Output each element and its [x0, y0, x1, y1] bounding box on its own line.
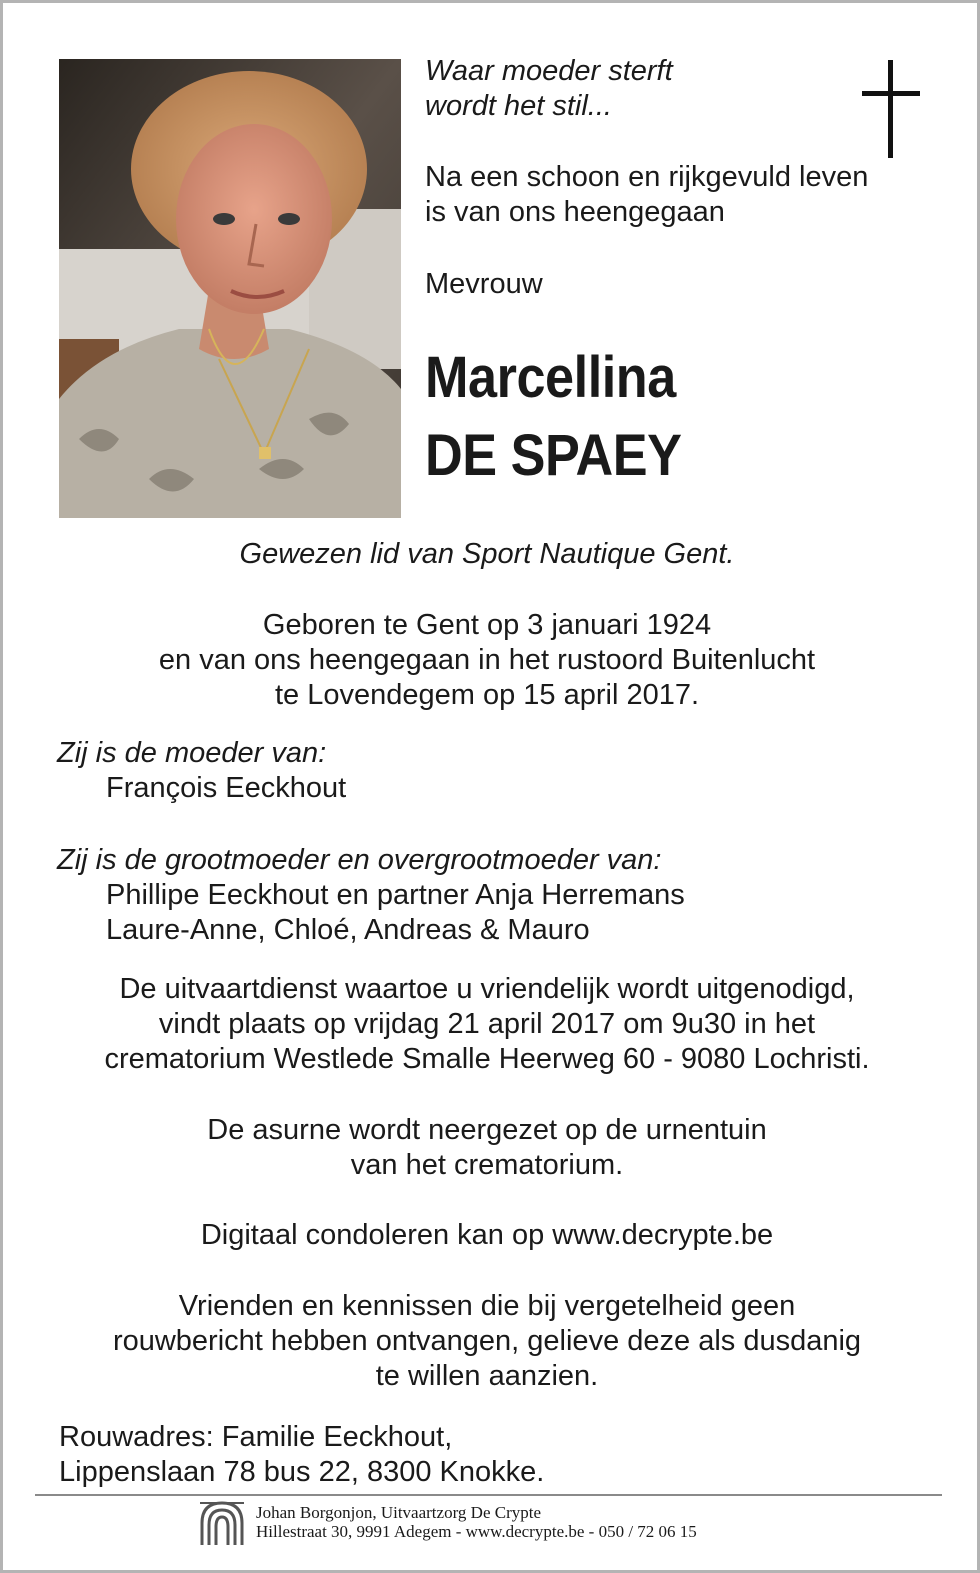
birth-death-line-3: te Lovendegem op 15 april 2017.	[274, 679, 700, 711]
cross-icon	[862, 60, 920, 158]
grandmother-of-name-1: Phillipe Eeckhout en partner Anja Herremans	[106, 879, 685, 911]
footer-company: Johan Borgonjon, Uitvaartzorg De Crypte	[256, 1503, 542, 1522]
notice-line-2: rouwbericht hebben ontvangen, gelieve deze als dusdanig	[112, 1325, 862, 1357]
notice-line-3: te willen aanzien.	[375, 1360, 599, 1392]
member-note: Gewezen lid van Sport Nautique Gent.	[239, 538, 735, 570]
mother-of-name: François Eeckhout	[106, 772, 347, 804]
intro-line-2: is van ons heengegaan	[425, 196, 725, 228]
deceased-last-name: DE SPAEY	[425, 423, 682, 488]
grandmother-of-name-2: Laure-Anne, Chloé, Andreas & Mauro	[106, 914, 590, 946]
birth-death-line-1: Geboren te Gent op 3 januari 1924	[262, 609, 712, 641]
birth-death-line-2: en van ons heengegaan in het rustoord Buitenlucht	[158, 644, 816, 676]
intro-line-1: Na een schoon en rijkgevuld leven	[425, 161, 869, 193]
portrait-photo	[59, 59, 401, 518]
grandmother-of-heading: Zij is de grootmoeder en overgrootmoeder van:	[57, 844, 662, 876]
quote-line-1: Waar moeder sterft	[425, 55, 673, 87]
urn-line-1: De asurne wordt neergezet op de urnentuin	[207, 1114, 767, 1146]
address-line-2: Lippenslaan 78 bus 22, 8300 Knokke.	[59, 1456, 545, 1488]
ceremony-line-2: vindt plaats op vrijdag 21 april 2017 om 9u30 in het	[158, 1008, 816, 1040]
deceased-first-name: Marcellina	[425, 345, 676, 410]
footer-contact: Hillestraat 30, 9991 Adegem - www.decrypte.be - 050 / 72 06 15	[256, 1522, 697, 1541]
mother-of-heading: Zij is de moeder van:	[57, 737, 327, 769]
address-line-1: Rouwadres: Familie Eeckhout,	[59, 1421, 453, 1453]
notice-line-1: Vrienden en kennissen die bij vergetelheid geen	[178, 1290, 796, 1322]
condolence-text: Digitaal condoleren kan op www.decrypte.be	[200, 1219, 774, 1251]
ceremony-line-3: crematorium Westlede Smalle Heerweg 60 - 9080 Lochristi.	[104, 1043, 870, 1075]
urn-line-2: van het crematorium.	[350, 1149, 624, 1181]
crypte-arch-logo-icon	[200, 1501, 244, 1545]
ceremony-line-1: De uitvaartdienst waartoe u vriendelijk wordt uitgenodigd,	[119, 973, 855, 1005]
footer-divider	[35, 1494, 942, 1496]
salutation: Mevrouw	[425, 268, 543, 300]
quote-line-2: wordt het stil...	[425, 90, 612, 122]
